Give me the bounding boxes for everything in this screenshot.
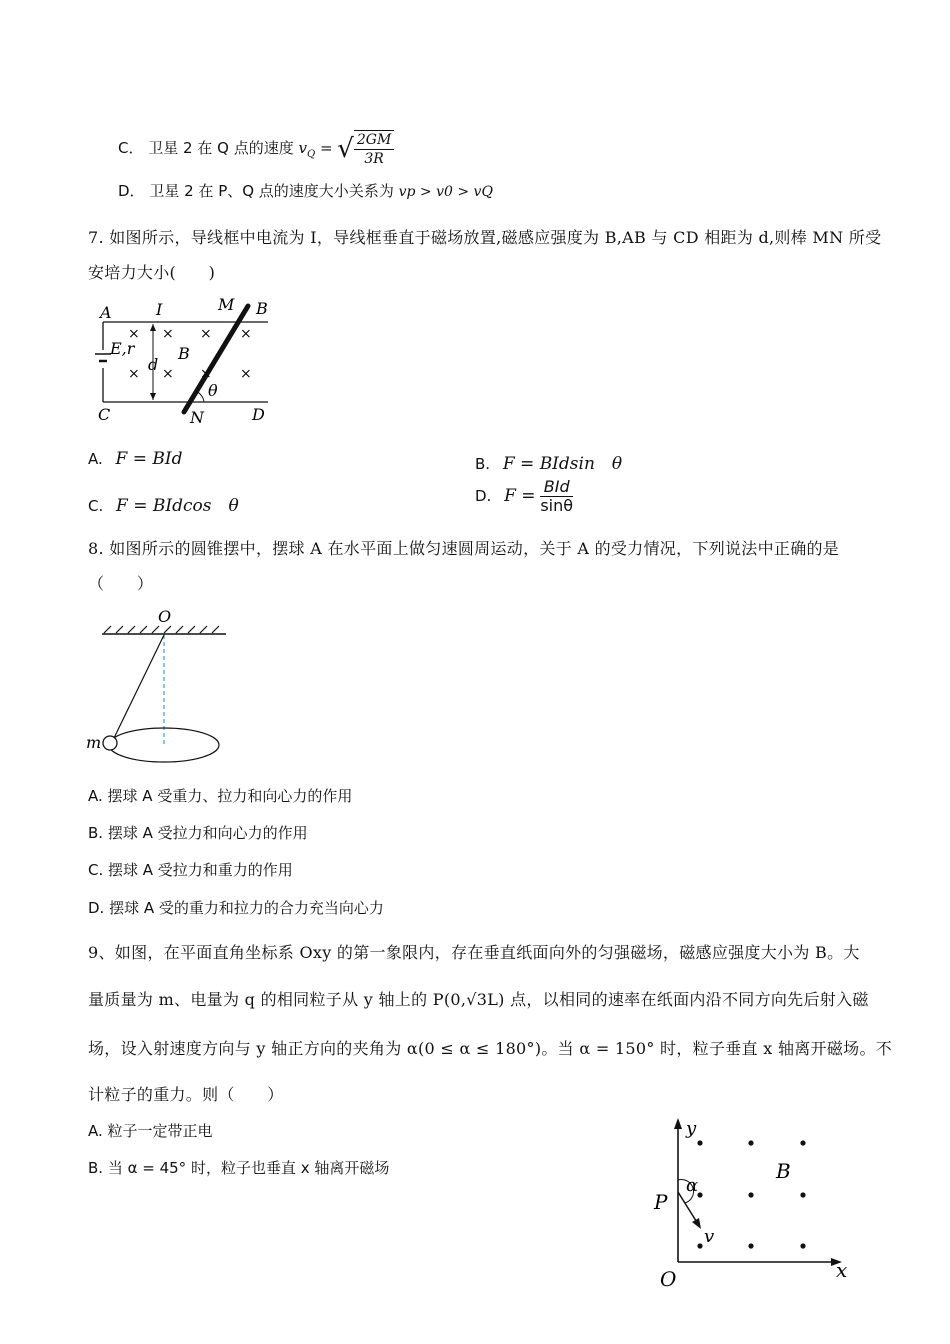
q9-stem-line1: 9、如图，在平面直角坐标系 Oxy 的第一象限内，存在垂直纸面向外的匀强磁场，磁感应强度大小为 B。大 (88, 943, 860, 962)
q7-label-d: d (148, 355, 159, 374)
q9-label-o: O (660, 1267, 677, 1290)
q7-option-d-fraction (540, 478, 573, 515)
q7-option-d-label: D. (475, 487, 492, 505)
q7-option-b-math: F = BIdsin θ (502, 454, 623, 474)
q8-stem-line2: （ ） (88, 574, 154, 593)
q8-ceiling-hatch (104, 626, 219, 633)
q7-d-arrow-head-up (150, 324, 156, 331)
q9-option-b: B. 当 α = 45° 时，粒子也垂直 x 轴离开磁场 (88, 1159, 390, 1177)
q8-pendulum-bob (103, 736, 117, 750)
q9-label-alpha: α (686, 1175, 699, 1196)
q7-cross: × (162, 326, 174, 342)
q9-label-y: y (686, 1118, 697, 1139)
q9-label-p: P (654, 1190, 668, 1214)
q7-cross: × (162, 366, 174, 382)
q7-stem-line2: 安培力大小( ) (88, 263, 216, 282)
q8-option-b: B. 摆球 A 受拉力和向心力的作用 (88, 824, 308, 842)
q8-option-a: A. 摆球 A 受重力、拉力和向心力的作用 (88, 787, 353, 805)
q7-label-theta: θ (208, 381, 218, 400)
q7-label-b: B (256, 299, 268, 318)
q6-option-c (118, 130, 394, 168)
q7-cross: × (200, 326, 212, 342)
q9-stem-line3: 场，设入射速度方向与 y 轴正方向的夹角为 α(0 ≤ α ≤ 180°)。当 α = 150° 时，粒子垂直 x 轴离开磁场。不 (88, 1039, 893, 1058)
q7-option-c (88, 491, 239, 516)
q6-option-c-num: 2GM (354, 131, 394, 150)
q9-option-a: A. 粒子一定带正电 (88, 1122, 213, 1140)
q9-y-axis-arrow (674, 1118, 682, 1129)
q7-option-d-lhs: F = (504, 486, 536, 506)
q7-option-a (88, 449, 182, 469)
q9-stem-line2: 量质量为 m、电量为 q 的相同粒子从 y 轴上的 P(0,√3L) 点，以相同的速率在纸面内沿不同方向先后射入磁 (88, 990, 869, 1009)
q7-label-m: M (218, 295, 235, 314)
q8-label-o: O (158, 607, 172, 626)
q7-figure (90, 292, 290, 426)
q6-option-c-den: 3R (364, 151, 384, 167)
q8-figure (84, 604, 234, 766)
q7-label-n: N (190, 408, 204, 426)
q9-velocity-arrow-head (692, 1218, 701, 1229)
q7-option-c-label: C. (88, 497, 104, 515)
q6-option-d (118, 180, 493, 201)
q8-label-m: m (86, 733, 102, 752)
q7-stem-line1: 7. 如图所示，导线框中电流为 I，导线框垂直于磁场放置,磁感应强度为 B,AB 与 CD 相距为 d,则棒 MN 所受 (88, 228, 882, 247)
q6-option-d-text: 卫星 2 在 P、Q 点的速度大小关系为 (149, 182, 394, 200)
q8-option-d: D. 摆球 A 受的重力和拉力的合力充当向心力 (88, 899, 384, 917)
q7-label-b-field: B (178, 344, 190, 363)
q8-stem-line1: 8. 如图所示的圆锥摆中，摆球 A 在水平面上做匀速圆周运动，关于 A 的受力情况，下列说法中正确的是 (88, 539, 840, 558)
q7-option-c-math: F = BIdcos θ (116, 496, 239, 516)
q7-cross: × (240, 326, 252, 342)
q8-option-c: C. 摆球 A 受拉力和重力的作用 (88, 861, 293, 879)
q8-string (114, 635, 164, 738)
q7-option-a-math: F = BId (115, 449, 183, 469)
q7-cross: × (240, 366, 252, 382)
q7-option-d-den: sinθ (540, 496, 574, 515)
q7-cross: × (128, 366, 140, 382)
q9-label-v: v (704, 1226, 715, 1247)
q7-option-b-label: B. (475, 455, 491, 473)
q7-d-arrow-head-down (150, 393, 156, 400)
q7-option-d (475, 478, 573, 515)
q9-stem-line4: 计粒子的重力。则（ ） (88, 1085, 284, 1104)
q7-label-d-point: D (252, 405, 265, 424)
q7-label-er: E,r (110, 339, 135, 358)
q7-cross: × (128, 326, 140, 342)
q7-label-i: I (156, 300, 163, 319)
q6-option-c-label: C． (118, 139, 144, 157)
q7-option-d-num: BId (540, 478, 573, 497)
q6-option-c-math: $v_Q$ = √ $\frac{2GM}{3R}$ (298, 139, 394, 157)
q7-option-a-label: A. (88, 450, 103, 468)
q7-label-c: C (98, 405, 111, 424)
q9-velocity-arrow (678, 1192, 698, 1224)
q6-option-c-text: 卫星 2 在 Q 点的速度 (148, 139, 294, 157)
q9-figure (648, 1112, 858, 1290)
q7-option-b (475, 449, 622, 474)
q7-label-a: A (100, 303, 112, 322)
q6-option-d-math: vp > v0 > vQ (398, 184, 493, 200)
q6-option-d-label: D． (118, 182, 145, 200)
q7-cross: × (200, 366, 212, 382)
q9-label-x: x (836, 1258, 848, 1282)
q6-option-c-fraction (354, 130, 394, 168)
q6-option-c-sub: Q (306, 149, 316, 160)
q6-option-c-v: v (298, 139, 307, 157)
q9-label-b: B (776, 1159, 791, 1183)
